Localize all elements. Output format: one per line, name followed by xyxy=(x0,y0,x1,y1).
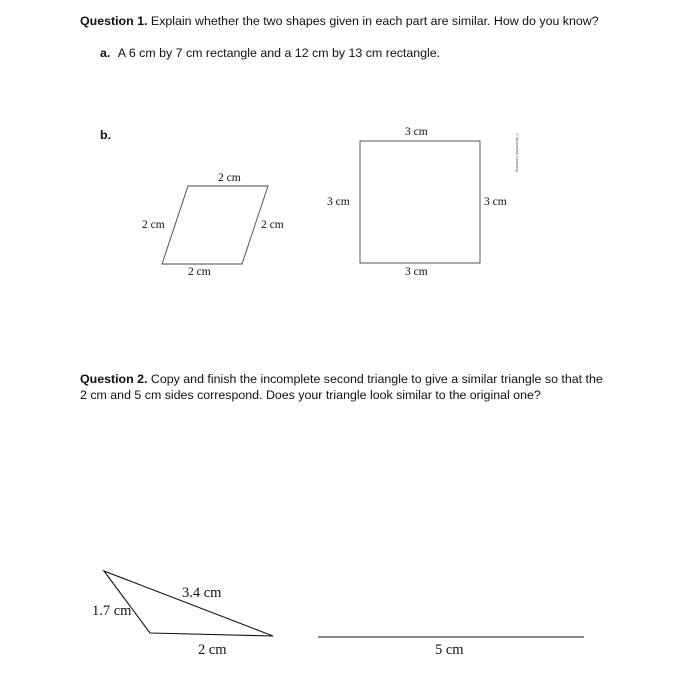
question-2-prompt-line-2: 2 cm and 5 cm sides correspond. Does your triangle look similar to the original one? xyxy=(80,388,541,402)
question-1-label: Question 1. xyxy=(80,14,148,28)
square-shape xyxy=(360,141,480,263)
square-right-label: 3 cm xyxy=(484,196,507,208)
rhombus-right-label: 2 cm xyxy=(261,219,284,231)
rhombus-top-label: 2 cm xyxy=(218,172,241,184)
question-1-text: Explain whether the two shapes given in each part are similar. How do you know? xyxy=(147,14,599,28)
square-bottom-label: 3 cm xyxy=(405,266,428,278)
part-a-label: a. xyxy=(100,46,111,60)
question-1-part-b-label: b. xyxy=(100,128,112,142)
triangle-top-label: 3.4 cm xyxy=(182,585,222,601)
rhombus-shape xyxy=(162,186,268,264)
incomplete-base-label: 5 cm xyxy=(435,642,464,658)
triangle-left-label: 1.7 cm xyxy=(92,603,132,619)
rhombus-left-label: 2 cm xyxy=(142,219,165,231)
credit-text: © Macmillan Learning xyxy=(515,133,520,172)
question-2-text-line-1: Copy and finish the incomplete second triangle to give a similar triangle so that the xyxy=(147,372,603,386)
question-2-prompt xyxy=(80,371,603,387)
part-a-text: A 6 cm by 7 cm rectangle and a 12 cm by 13 cm rectangle. xyxy=(117,46,441,60)
question-2-label: Question 2. xyxy=(80,372,148,386)
triangle-base-label: 2 cm xyxy=(198,642,227,658)
rhombus-bottom-label: 2 cm xyxy=(188,266,211,278)
square-top-label: 3 cm xyxy=(405,126,428,138)
square-left-label: 3 cm xyxy=(327,196,350,208)
